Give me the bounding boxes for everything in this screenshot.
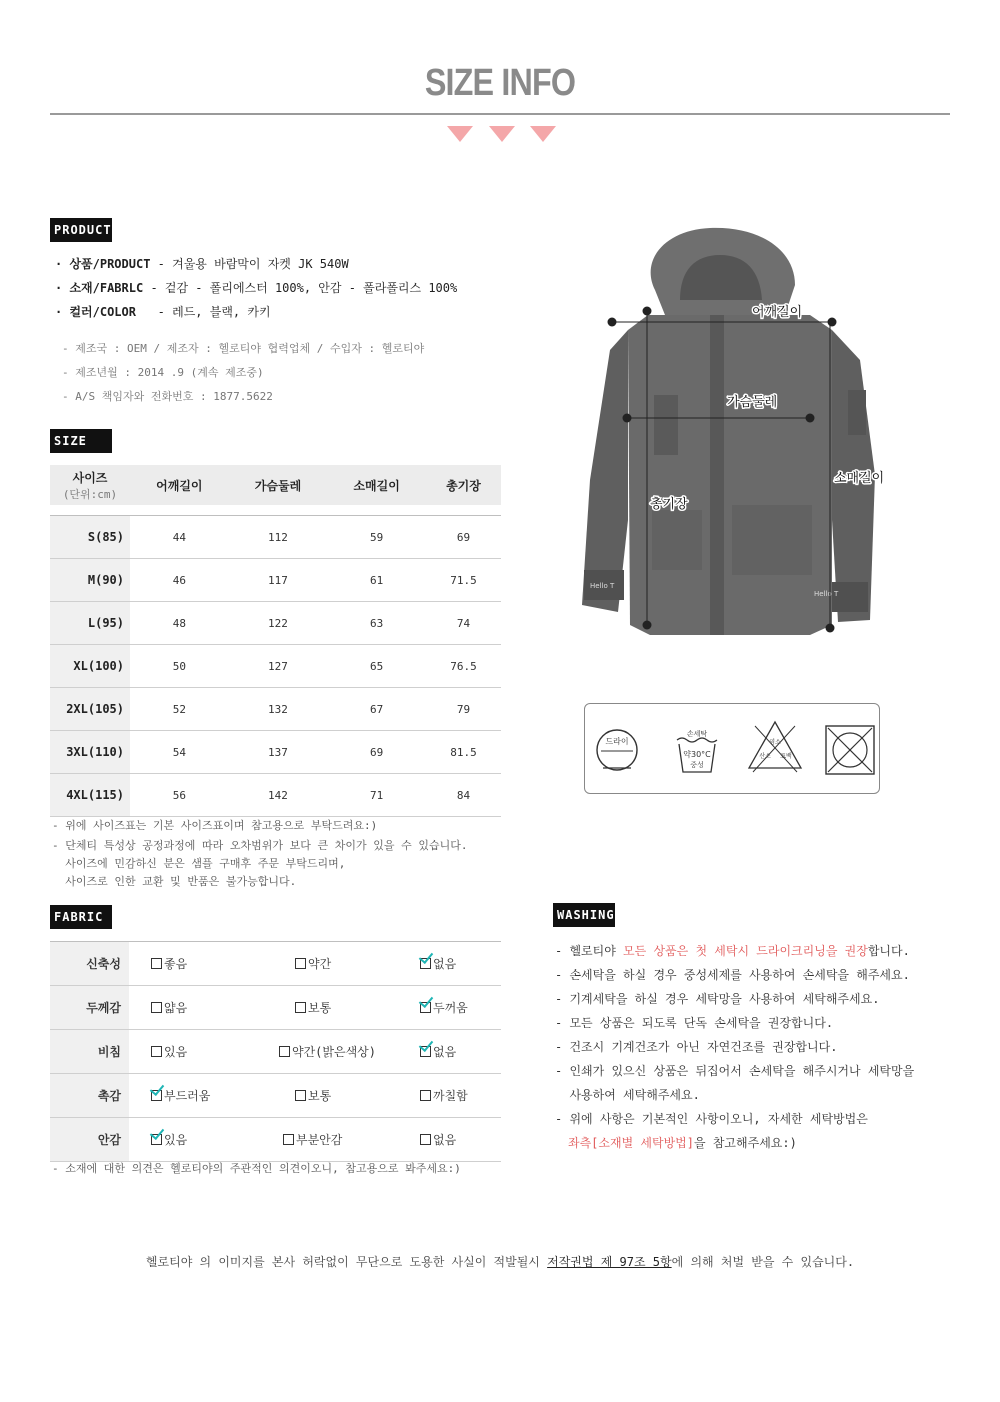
down-triangle-icon bbox=[489, 126, 515, 142]
size-note: - 단체티 특성상 공정과정에 따라 오차범위가 보다 큰 차이가 있을 수 있습니다. bbox=[52, 839, 468, 852]
checkbox[interactable] bbox=[151, 1046, 162, 1057]
fabric-label: FABRIC bbox=[50, 905, 112, 929]
as-contact-note: - A/S 책임자와 전화번호 : 1877.5622 bbox=[62, 390, 273, 403]
washing-line: - 헬로티야 모든 상품은 첫 세탁시 드라이크리닝을 권장합니다. bbox=[555, 944, 910, 958]
cuff-logo: Hello T bbox=[814, 590, 839, 598]
sleeve-label: 소매길이 bbox=[834, 471, 885, 486]
dry-clean-icon bbox=[597, 730, 637, 770]
cuff-logo: Hello T bbox=[590, 582, 615, 590]
size-label: SIZE bbox=[50, 429, 112, 453]
washing-line: 사용하여 세탁해주세요. bbox=[555, 1088, 700, 1102]
length-label: 총기장 bbox=[650, 497, 688, 512]
checkbox[interactable] bbox=[279, 1046, 290, 1057]
svg-text:중성: 중성 bbox=[690, 761, 704, 769]
svg-text:염소: 염소 bbox=[769, 739, 781, 746]
fabric-line: · 소재/FABRLC - 겉감 - 폴리에스터 100%, 안감 - 폴라폴리스 100% bbox=[55, 281, 458, 295]
washing-line: - 위에 사항은 기본적인 사항이오니, 자세한 세탁방법은 bbox=[555, 1112, 868, 1126]
svg-text:산소: 산소 bbox=[759, 753, 771, 760]
table-row: 4XL(115) 56 142 71 84 bbox=[50, 774, 501, 817]
law-reference: 저작권법 제 97조 5항 bbox=[547, 1255, 672, 1269]
table-row: 비침 있음 약간(밝은색상) 없음 bbox=[50, 1030, 501, 1074]
washing-line: - 모든 상품은 되도록 단독 손세탁을 권장합니다. bbox=[555, 1016, 834, 1030]
page-title: SIZE INFO bbox=[424, 62, 576, 104]
checkbox[interactable] bbox=[283, 1134, 294, 1145]
washing-line: 좌측[소재별 세탁방법]을 참고해주세요:) bbox=[568, 1136, 797, 1150]
table-row: 촉감 부드러움 보통 까칠함 bbox=[50, 1074, 501, 1118]
size-note: 사이즈에 민감하신 분은 샘플 구매후 주문 부탁드리며, bbox=[52, 857, 346, 870]
down-triangle-icon bbox=[447, 126, 473, 142]
no-tumble-dry-icon bbox=[826, 726, 874, 774]
shoulder-label: 어깨길이 bbox=[752, 305, 803, 320]
hand-wash-icon bbox=[677, 729, 717, 772]
checkbox-checked[interactable] bbox=[420, 1002, 431, 1013]
fabric-table bbox=[50, 941, 501, 1162]
washing-line: - 인쇄가 있으신 상품은 뒤집어서 손세탁을 해주시거나 세탁망을 bbox=[555, 1064, 915, 1078]
washing-label: WASHING bbox=[553, 903, 615, 927]
table-row: XL(100) 50 127 65 76.5 bbox=[50, 645, 501, 688]
checkbox[interactable] bbox=[420, 1090, 431, 1101]
svg-text:약30°C: 약30°C bbox=[683, 750, 711, 759]
jacket-image bbox=[570, 220, 890, 650]
washing-line: - 손세탁을 하실 경우 중성세제를 사용하여 손세탁을 해주세요. bbox=[555, 968, 910, 982]
checkbox[interactable] bbox=[420, 1134, 431, 1145]
product-label: PRODUCT bbox=[50, 218, 112, 242]
checkbox[interactable] bbox=[295, 958, 306, 969]
svg-text:표백: 표백 bbox=[780, 753, 792, 760]
no-bleach-icon bbox=[749, 722, 801, 772]
chest-label: 가슴둘레 bbox=[727, 395, 778, 410]
checkbox-checked[interactable] bbox=[151, 1134, 162, 1145]
table-row: S(85) 44 112 59 69 bbox=[50, 516, 501, 559]
table-row: 2XL(105) 52 132 67 79 bbox=[50, 688, 501, 731]
color-line: · 컬러/COLOR - 레드, 블랙, 카키 bbox=[55, 305, 271, 319]
fabric-note: - 소재에 대한 의견은 헬로티야의 주관적인 의견이오니, 참고용으로 봐주세요:) bbox=[52, 1162, 461, 1175]
copyright-notice: 헬로티야 의 이미지를 본사 허락없이 무단으로 도용한 사실이 적발될시 저작권법 제 97조 5항에 의해 처벌 받을 수 있습니다. bbox=[145, 1255, 855, 1269]
checkbox-checked[interactable] bbox=[420, 958, 431, 969]
size-note: 사이즈로 인한 교환 및 반품은 불가능합니다. bbox=[52, 875, 297, 888]
size-table-header: 사이즈 (단위:cm) 어깨길이 가슴둘레 소매길이 총기장 bbox=[50, 465, 501, 505]
checkbox-checked[interactable] bbox=[151, 1090, 162, 1101]
size-table bbox=[50, 465, 501, 817]
svg-text:드라이: 드라이 bbox=[605, 737, 629, 746]
manufacturer-note: - 제조국 : OEM / 제조자 : 헬로티야 협력업체 / 수입자 : 헬로티야 bbox=[62, 342, 425, 355]
washing-line: - 기계세탁을 하실 경우 세탁망을 사용하여 세탁해주세요. bbox=[555, 992, 880, 1006]
svg-text:손세탁: 손세탁 bbox=[686, 730, 708, 738]
care-icons-box bbox=[584, 703, 880, 794]
table-row: M(90) 46 117 61 71.5 bbox=[50, 559, 501, 602]
down-triangle-icon bbox=[530, 126, 556, 142]
checkbox[interactable] bbox=[151, 1002, 162, 1013]
table-row: 3XL(110) 54 137 69 81.5 bbox=[50, 731, 501, 774]
checkbox[interactable] bbox=[295, 1002, 306, 1013]
table-row: 신축성 좋음 약간 없음 bbox=[50, 942, 501, 986]
product-line: · 상품/PRODUCT - 겨울용 바람막이 자켓 JK 540W bbox=[55, 257, 349, 271]
header-divider bbox=[50, 113, 950, 115]
table-row: L(95) 48 122 63 74 bbox=[50, 602, 501, 645]
washing-line: - 건조시 기계건조가 아닌 자연건조를 권장합니다. bbox=[555, 1040, 838, 1054]
table-row: 안감 있음 부분안감 없음 bbox=[50, 1118, 501, 1162]
table-row: 두께감 얇음 보통 두꺼움 bbox=[50, 986, 501, 1030]
manufacture-date-note: - 제조년월 : 2014 .9 (계속 제조중) bbox=[62, 366, 264, 379]
checkbox[interactable] bbox=[295, 1090, 306, 1101]
checkbox[interactable] bbox=[151, 958, 162, 969]
checkbox-checked[interactable] bbox=[420, 1046, 431, 1057]
size-note: - 위에 사이즈표는 기본 사이즈표이며 참고용으로 부탁드려요:) bbox=[52, 819, 378, 832]
